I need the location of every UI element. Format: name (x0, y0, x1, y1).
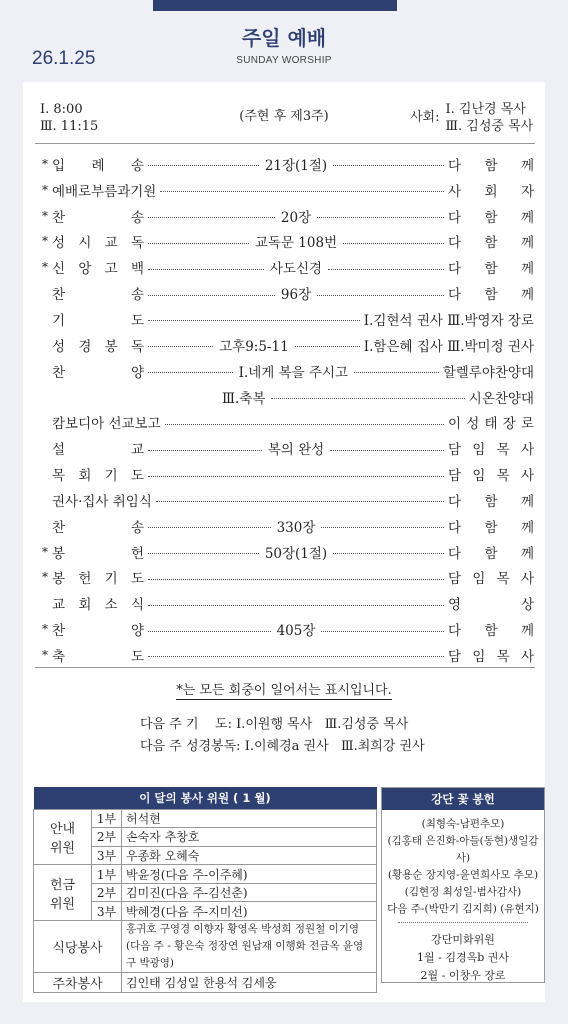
order-responsible (448, 645, 534, 665)
part-label: 3부 (92, 846, 122, 865)
label-char: 임 (472, 648, 486, 665)
label-char: 께 (520, 209, 534, 226)
order-row (38, 384, 534, 410)
order-row (38, 332, 534, 358)
label-char: 백 (130, 261, 144, 278)
order-row (38, 254, 534, 280)
part-label: 1부 (92, 865, 122, 884)
label-char: 헌 (130, 545, 144, 562)
label-char: 다 (448, 157, 462, 174)
standing-marker: * (42, 647, 48, 662)
order-of-worship (38, 151, 534, 668)
leader-dots (354, 372, 439, 373)
label-char: 교 (52, 597, 66, 614)
label-char: 기 (52, 312, 66, 329)
standing-marker: * (42, 544, 48, 559)
label-char: 식 (130, 597, 144, 614)
leader-dots (317, 217, 444, 218)
order-row (38, 229, 534, 255)
host-1: Ⅰ. 김난경 목사 (445, 102, 526, 117)
kitchen-label: 식당봉사 (34, 921, 122, 973)
order-row (38, 280, 534, 306)
leader-dots (165, 424, 444, 425)
label-char: 임 (472, 571, 486, 588)
standing-marker: * (42, 570, 48, 585)
order-responsible (443, 361, 534, 381)
label-char: 송 (130, 209, 144, 226)
label-char: 독 (130, 235, 144, 252)
next-week-reading (140, 738, 425, 756)
volunteer-names: 우종화 오혜숙 (122, 846, 377, 865)
order-responsible (448, 231, 534, 251)
label-char: 다 (448, 493, 462, 510)
volunteer-names: 손숙자 추창호 (122, 828, 377, 847)
order-responsible (448, 412, 534, 432)
leader-dots (148, 217, 275, 218)
standing-marker: * (42, 156, 48, 171)
order-row (38, 358, 534, 384)
committee-title: 강단미화위원 (431, 933, 495, 946)
leader-dots (295, 346, 360, 347)
next-reading-label: 다음 주 성경봉독: (140, 739, 241, 754)
leader-dots (148, 579, 444, 580)
label-char: 목 (496, 442, 510, 459)
label-char: 다 (448, 623, 462, 640)
flower-line: (김현정 최성일-범사감사) (404, 886, 522, 898)
label-char: 자 (520, 183, 534, 200)
flowers-divider (398, 922, 528, 923)
order-label-text: 예배로부름과기원 (52, 183, 157, 200)
label-char: 교 (130, 442, 144, 459)
label-char: 께 (520, 287, 534, 304)
next-prayer-label: 다음 주 기 도: (140, 717, 232, 732)
label-char: 께 (520, 545, 534, 562)
order-label (52, 154, 144, 174)
standing-note-text: *는 모든 회중이 일어서는 표시입니다. (176, 683, 392, 698)
order-label (52, 516, 144, 536)
volunteers-table (33, 787, 377, 993)
leader-dots (321, 631, 444, 632)
label-char: 임 (472, 442, 486, 459)
label-char: 함 (484, 287, 498, 304)
order-detail: 50장(1절) (264, 545, 328, 562)
order-detail: 사도신경 (269, 261, 323, 278)
label-char: 함 (484, 519, 498, 536)
order-responsible (364, 309, 534, 329)
label-char: 도 (130, 468, 144, 485)
label-char: 도 (130, 312, 144, 329)
order-label (52, 619, 144, 639)
order-detail: 복의 완성 (267, 442, 325, 459)
label-char: 함 (484, 545, 498, 562)
part-label: 2부 (92, 883, 122, 902)
liturgical-week: (주현 후 제3주) (239, 109, 329, 124)
order-responsible-text: Ⅰ.함은혜 집사 Ⅲ.박미정 권사 (363, 338, 534, 355)
leader-dots (148, 320, 360, 321)
order-label (52, 464, 144, 484)
leader-dots (148, 527, 271, 528)
order-label (52, 206, 144, 226)
order-responsible (448, 257, 534, 277)
label-char: 장 (502, 416, 516, 433)
label-char: 송 (130, 287, 144, 304)
label-char: 회 (484, 183, 498, 200)
parking-names: 김인태 김성일 한용석 김세웅 (122, 973, 377, 993)
leader-dots (333, 553, 444, 554)
order-row (38, 539, 534, 565)
label-char: 봉 (104, 338, 118, 355)
label-char: 사 (448, 183, 462, 200)
host-label: 사회: (410, 110, 440, 125)
label-char: 께 (520, 623, 534, 640)
order-row (38, 642, 534, 668)
next-reading-names: Ⅰ.이혜경a 권사 Ⅲ.최희강 권사 (244, 739, 425, 754)
label-char: 성 (52, 338, 66, 355)
label-char: 께 (520, 235, 534, 252)
leader-dots (148, 476, 444, 477)
label-char: 께 (520, 261, 534, 278)
label-char: 함 (484, 623, 498, 640)
divider-top (35, 143, 535, 144)
label-char: 기 (104, 571, 118, 588)
leader-dots (148, 631, 271, 632)
flower-line: (최형숙-남편추모) (421, 818, 505, 830)
leader-dots (148, 450, 262, 451)
label-char: 태 (484, 416, 498, 433)
order-responsible-text: 시온찬양대 (468, 390, 534, 407)
label-char: 도 (130, 648, 144, 665)
label-char: 임 (472, 468, 486, 485)
order-detail: 330장 (276, 519, 316, 536)
flowers-box (381, 787, 545, 983)
order-responsible (448, 464, 534, 484)
label-char: 께 (520, 519, 534, 536)
label-char: 영 (448, 597, 462, 614)
committee-member: 2월 - 이창우 장로 (420, 969, 506, 982)
label-char: 다 (448, 545, 462, 562)
label-char: 담 (448, 571, 462, 588)
order-responsible-text: 할렐루야찬양대 (442, 364, 535, 381)
order-detail: 21장(1절) (264, 157, 328, 174)
volunteer-names: 김미진(다음 주-김선춘) (122, 883, 377, 902)
label-char: 찬 (52, 287, 66, 304)
label-char: 찬 (52, 209, 66, 226)
page-title: 주일 예배 (241, 26, 327, 50)
label-char: 신 (52, 261, 66, 278)
label-char: 성 (52, 235, 66, 252)
order-label (52, 593, 144, 613)
order-row (38, 590, 534, 616)
leader-dots (148, 346, 213, 347)
order-detail: Ⅰ.네게 복을 주시고 (238, 364, 349, 381)
label-char: 담 (448, 648, 462, 665)
order-detail: 20장 (280, 209, 312, 226)
order-responsible (448, 593, 534, 613)
leader-dots (148, 605, 444, 606)
label-char: 목 (496, 648, 510, 665)
label-char: 상 (520, 597, 534, 614)
order-row (38, 177, 534, 203)
label-char: 다 (448, 519, 462, 536)
label-char: 소 (104, 597, 118, 614)
standing-marker: * (42, 208, 48, 223)
order-responsible (448, 206, 534, 226)
label-char: 목 (496, 468, 510, 485)
label-char: 담 (448, 442, 462, 459)
label-char: 교 (104, 235, 118, 252)
label-char: 목 (52, 468, 66, 485)
next-prayer-names: Ⅰ.이원행 목사 Ⅲ.김성중 목사 (236, 717, 409, 732)
order-label (52, 335, 144, 355)
label-char: 함 (484, 157, 498, 174)
label-char: 께 (520, 493, 534, 510)
leader-dots (271, 398, 464, 399)
leader-dots (148, 553, 259, 554)
label-char: 로 (520, 416, 534, 433)
label-char: 입 (52, 157, 66, 174)
label-char: 다 (448, 235, 462, 252)
service-date: 26.1.25 (32, 48, 96, 69)
offering-label: 헌금 위원 (34, 865, 92, 921)
label-char: 도 (130, 571, 144, 588)
label-char: 사 (520, 648, 534, 665)
host-2: Ⅲ. 김성중 목사 (445, 119, 534, 134)
label-char: 시 (78, 235, 92, 252)
order-label (52, 412, 161, 432)
order-responsible-text: Ⅰ.김현석 권사 Ⅲ.박영자 장로 (363, 312, 534, 329)
order-label (52, 180, 156, 200)
order-responsible (448, 490, 534, 510)
standing-marker: * (42, 182, 48, 197)
label-char: 담 (448, 468, 462, 485)
label-char: 회 (78, 468, 92, 485)
label-char: 사 (520, 442, 534, 459)
label-char: 봉 (52, 571, 66, 588)
order-row (38, 203, 534, 229)
leader-dots (321, 527, 444, 528)
label-char: 고 (104, 261, 118, 278)
order-responsible (469, 387, 534, 407)
label-char: 찬 (52, 519, 66, 536)
leader-dots (148, 165, 259, 166)
parking-label: 주차봉사 (34, 973, 122, 993)
leader-dots (148, 243, 249, 244)
order-label-text: 권사·집사 취임식 (52, 493, 152, 510)
label-char: 사 (520, 468, 534, 485)
order-label (52, 438, 144, 458)
order-row (38, 151, 534, 177)
label-char: 기 (104, 468, 118, 485)
label-char: 설 (52, 442, 66, 459)
leader-dots (148, 295, 275, 296)
label-char: 송 (130, 519, 144, 536)
label-char: 함 (484, 209, 498, 226)
order-row (38, 513, 534, 539)
flower-line: (김홍태 은진화-아들(동현)생일감사) (387, 835, 539, 864)
label-char: 함 (484, 235, 498, 252)
label-char: 성 (466, 416, 480, 433)
order-label (52, 490, 152, 510)
flowers-list (382, 810, 544, 918)
volunteer-names: 허석현 (122, 809, 377, 828)
order-detail: 96장 (280, 287, 312, 304)
order-row (38, 461, 534, 487)
order-detail: 405장 (276, 623, 316, 640)
leader-dots (317, 295, 444, 296)
order-label (52, 567, 144, 587)
label-char: 회 (78, 597, 92, 614)
page-subtitle: SUNDAY WORSHIP (236, 55, 332, 66)
flowers-header: 강단 꽃 봉헌 (382, 788, 544, 810)
order-row (38, 616, 534, 642)
leader-dots (343, 243, 444, 244)
flower-line: 다음 주-(박만기 김지희) (유현지) (387, 903, 539, 915)
volunteers-header: 이 달의 봉사 위원 ( 1 월) (34, 787, 377, 809)
order-responsible (448, 619, 534, 639)
label-char: 축 (52, 648, 66, 665)
standing-marker: * (42, 622, 48, 637)
service-time-2: Ⅲ. 11:15 (40, 119, 99, 134)
label-char: 목 (496, 571, 510, 588)
top-accent-bar (153, 0, 397, 11)
label-char: 송 (130, 157, 144, 174)
label-char: 독 (130, 338, 144, 355)
label-char: 봉 (52, 545, 66, 562)
label-char: 양 (130, 623, 144, 640)
order-label (52, 231, 144, 251)
label-char: 찬 (52, 623, 66, 640)
leader-dots (156, 501, 444, 502)
leader-dots (148, 656, 444, 657)
order-row (38, 565, 534, 591)
leader-dots (148, 372, 233, 373)
leader-dots (160, 191, 444, 192)
order-responsible (448, 542, 534, 562)
order-responsible (448, 516, 534, 536)
part-label: 3부 (92, 902, 122, 921)
label-char: 경 (78, 338, 92, 355)
order-label (52, 645, 144, 665)
order-label (52, 361, 144, 381)
order-row (38, 435, 534, 461)
label-char: 앙 (78, 261, 92, 278)
leader-dots (148, 269, 264, 270)
order-label (52, 542, 144, 562)
order-row (38, 487, 534, 513)
standing-marker: * (42, 234, 48, 249)
label-char: 이 (448, 416, 462, 433)
label-char: 헌 (78, 571, 92, 588)
order-detail: 고후9:5-11 (219, 338, 289, 355)
order-row (38, 409, 534, 435)
standing-note (0, 679, 568, 698)
label-char: 함 (484, 493, 498, 510)
label-char: 함 (484, 261, 498, 278)
order-detail: 교독문 108번 (254, 235, 338, 252)
standing-marker: * (42, 260, 48, 275)
order-responsible (448, 438, 534, 458)
kitchen-names (122, 921, 377, 973)
order-responsible (448, 283, 534, 303)
kitchen-line-2: (다음 주 - 황은숙 정장연 원남재 이행화 전금옥 윤영구 박광영) (126, 940, 364, 970)
divider-bottom (35, 667, 535, 668)
kitchen-line-1: 홍귀호 구영경 이향자 황영옥 박성희 정원철 이기영 (126, 923, 360, 936)
order-responsible (448, 154, 534, 174)
order-detail: Ⅲ.축복 (222, 390, 266, 407)
order-responsible (364, 335, 534, 355)
label-char: 다 (448, 287, 462, 304)
label-char: 례 (91, 157, 105, 174)
leader-dots (330, 450, 444, 451)
service-host (410, 101, 533, 135)
label-char: 양 (130, 364, 144, 381)
order-row (38, 306, 534, 332)
service-time-1: Ⅰ. 8:00 (40, 102, 83, 117)
order-label (52, 257, 144, 277)
order-responsible (448, 567, 534, 587)
guide-label: 안내 위원 (34, 809, 92, 865)
order-label-text: 캄보디아 선교보고 (52, 416, 161, 433)
label-char: 다 (448, 261, 462, 278)
label-char: 사 (520, 571, 534, 588)
label-char: 찬 (52, 364, 66, 381)
committee-member: 1월 - 김경옥b 권사 (416, 951, 509, 964)
volunteer-names: 박혜경(다음 주-지미선) (122, 902, 377, 921)
order-label (52, 283, 144, 303)
label-char: 께 (520, 157, 534, 174)
part-label: 1부 (92, 809, 122, 828)
part-label: 2부 (92, 828, 122, 847)
order-label (52, 309, 144, 329)
order-responsible (448, 180, 534, 200)
label-char: 다 (448, 209, 462, 226)
leader-dots (333, 165, 444, 166)
volunteer-names: 박윤정(다음 주-이주혜) (122, 865, 377, 884)
leader-dots (328, 269, 444, 270)
next-week-prayer (140, 716, 408, 734)
flower-line: (황용순 장지영-윤연희사모 추모) (387, 869, 539, 881)
